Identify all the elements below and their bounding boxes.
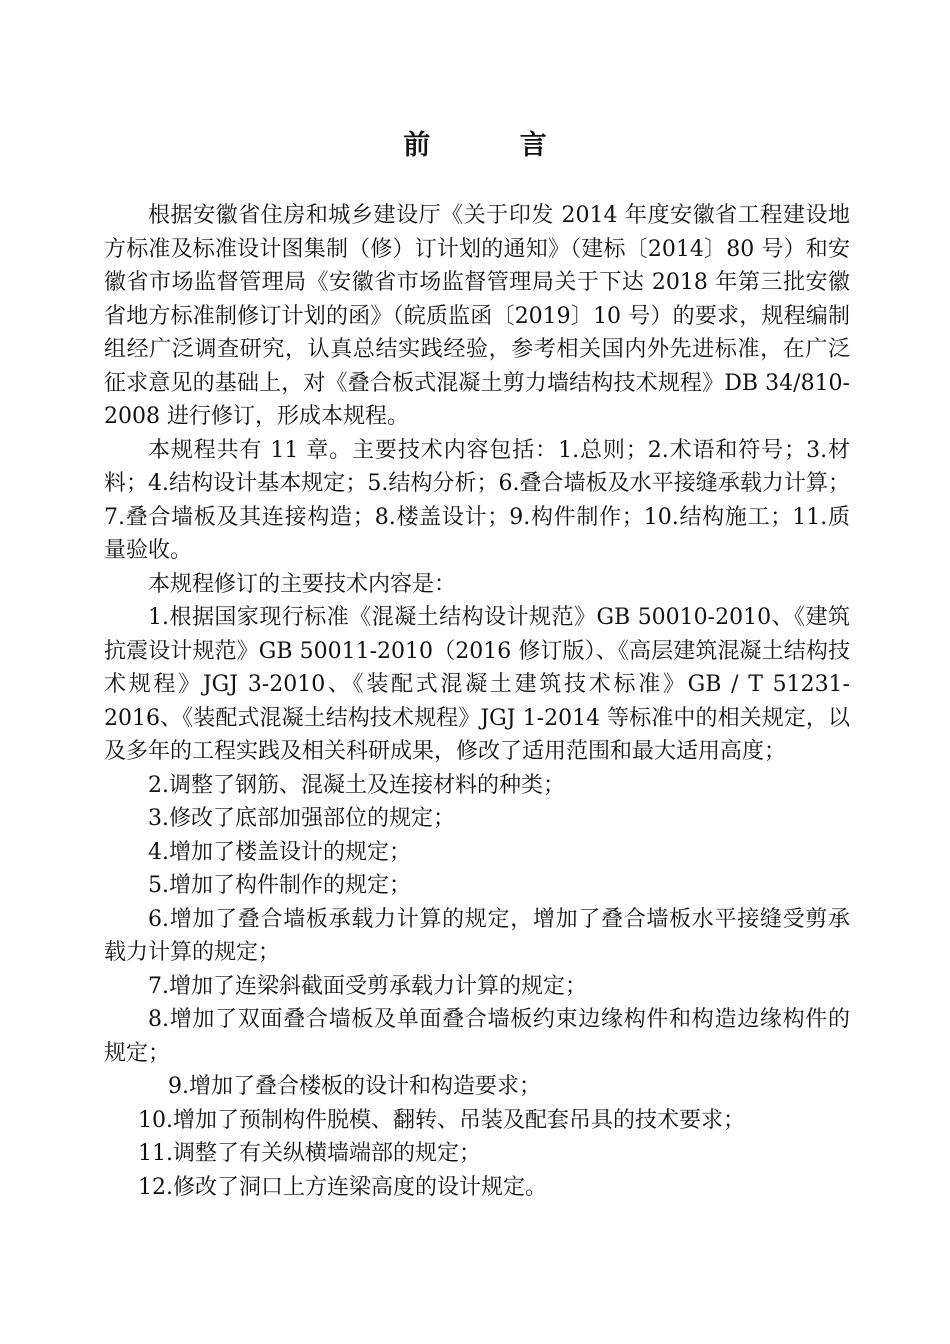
revision-item: 2.调整了钢筋、混凝土及连接材料的种类； xyxy=(148,772,565,798)
revision-item: 7.增加了连梁斜截面受剪承载力计算的规定； xyxy=(148,973,587,999)
page-title: 前 言 xyxy=(403,130,587,161)
contents-paragraph: 本规程共有 11 章。主要技术内容包括：1.总则；2.术语和符号；3.材料；4.结构设计基本规定；5.结构分析；6.叠合墙板及水平接缝承载力计算；7.叠合墙板及其连接构造；8.楼盖设计；9.构件制作；10.结构施工；11.质量验收。 xyxy=(104,437,850,563)
revision-item: 1.根据国家现行标准《混凝土结构设计规范》GB 50010-2010、《建筑抗震设计规范》GB 50011-2010（2016 修订版）、《高层建筑混凝土结构技术规程》JGJ 3-2010、《装配式混凝土建筑技术标准》GB / T 51231-2016、《装配式混凝土结构技术规程》JGJ 1-2014 等标准中的相关规定，以及多年的工程实践及相关科研成果，修改了适用范围和最大适用高度； xyxy=(104,605,850,764)
revision-item: 6.增加了叠合墙板承载力计算的规定，增加了叠合墙板水平接缝受剪承载力计算的规定； xyxy=(104,906,850,965)
revision-item: 9.增加了叠合楼板的设计和构造要求； xyxy=(168,1074,541,1099)
revision-item: 10.增加了预制构件脱模、翻转、吊装及配套吊具的技术要求； xyxy=(138,1107,745,1133)
document-body xyxy=(104,199,850,1204)
revision-item: 3.修改了底部加强部位的规定； xyxy=(148,806,455,831)
revision-item: 5.增加了构件制作的规定； xyxy=(148,873,411,898)
intro-paragraph: 根据安徽省住房和城乡建设厅《关于印发 2014 年度安徽省工程建设地方标准及标准设计图集制（修）订计划的通知》（建标〔2014〕80 号）和安徽省市场监督管理局《安徽省市场监督管理局关于下达 2018 年第三批安徽省地方标准制修订计划的函》（皖质监函〔2019〕10 号）的要求，规程编制组经广泛调查研究，认真总结实践经验，参考相关国内外先进标准，在广泛征求意见的基础上，对《叠合板式混凝土剪力墙结构技术规程》DB 34/810-2008 进行修订，形成本规程。 xyxy=(104,203,850,429)
revision-intro-paragraph: 本规程修订的主要技术内容是： xyxy=(148,571,457,597)
revision-item: 12.修改了洞口上方连梁高度的设计规定。 xyxy=(138,1174,547,1200)
revision-item: 11.调整了有关纵横墙端部的规定； xyxy=(138,1141,481,1166)
revision-item: 4.增加了楼盖设计的规定； xyxy=(148,839,411,865)
revision-item: 8.增加了双面叠合墙板及单面叠合墙板约束边缘构件和构造边缘构件的规定； xyxy=(104,1007,850,1066)
